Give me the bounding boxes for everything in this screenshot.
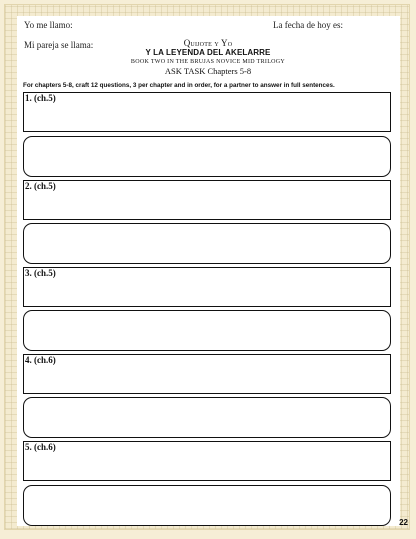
book-title: Quijote y Yo: [183, 38, 233, 48]
question-box-4[interactable]: [23, 354, 391, 394]
title-block: [100, 38, 316, 76]
book-subtitle: Y LA LEYENDA DEL AKELARRE: [145, 48, 271, 57]
question-box-2[interactable]: [23, 180, 391, 220]
answer-box-4[interactable]: [23, 397, 391, 438]
question-box-5[interactable]: [23, 441, 391, 481]
question-label: 2. (ch.5): [25, 181, 56, 191]
instructions: For chapters 5-8, craft 12 questions, 3 per chapter and in order, for a partner to answer in full sentences.: [23, 82, 335, 89]
name-label: Yo me llamo:: [24, 20, 73, 30]
partner-label: Mi pareja se llama:: [24, 40, 94, 50]
answer-box-2[interactable]: [23, 223, 391, 264]
question-label: 5. (ch.6): [25, 442, 56, 452]
task-title: ASK TASK Chapters 5-8: [164, 66, 252, 76]
answer-box-3[interactable]: [23, 310, 391, 351]
question-label: 1. (ch.5): [25, 93, 56, 103]
question-box-3[interactable]: [23, 267, 391, 307]
page-number: 22: [399, 518, 408, 527]
question-box-1[interactable]: [23, 92, 391, 132]
question-label: 3. (ch.5): [25, 268, 56, 278]
answer-box-1[interactable]: [23, 136, 391, 177]
date-label: La fecha de hoy es:: [273, 20, 343, 30]
question-label: 4. (ch.6): [25, 355, 56, 365]
answer-box-5[interactable]: [23, 485, 391, 526]
series-line: BOOK TWO IN THE BRUJAS NOVICE MID TRILOGY: [130, 59, 286, 65]
